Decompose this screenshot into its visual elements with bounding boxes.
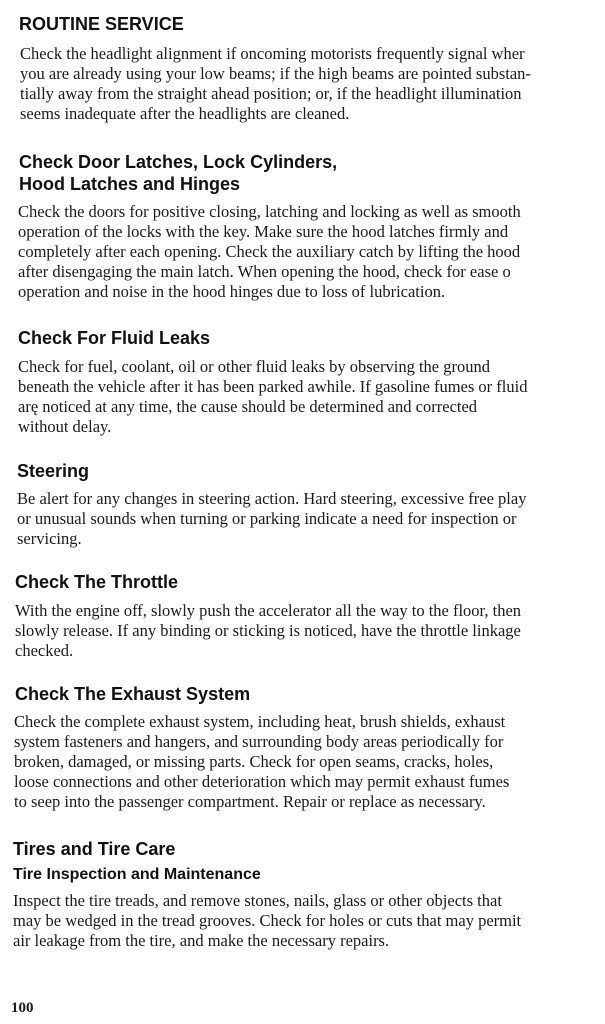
heading-line: Hood Latches and Hinges (19, 174, 241, 194)
text-line: broken, damaged, or missing parts. Check for open seams, cracks, holes, (14, 752, 494, 771)
page-number: 100 (11, 1000, 34, 1016)
text-line: With the engine off, slowly push the accelerator all the way to the floor, then (15, 601, 522, 620)
section-heading-fluid-leaks: Check For Fluid Leaks (18, 328, 211, 348)
section-heading-exhaust-system: Check The Exhaust System (15, 684, 251, 704)
text-line: operation of the locks with the key. Make sure the hood latches firmly and (18, 222, 509, 241)
text-line: operation and noise in the hood hinges due to loss of lubrication. (18, 282, 446, 301)
text-line: without delay. (18, 417, 112, 436)
text-line: Check the doors for positive closing, latching and locking as well as smooth (18, 202, 521, 221)
text-line: beneath the vehicle after it has been parked awhile. If gasoline fumes or fluid (18, 377, 528, 396)
text-line: servicing. (17, 529, 82, 548)
text-line: system fasteners and hangers, and surrounding body areas periodically for (14, 732, 504, 751)
text-line: you are already using your low beams; if the high beams are pointed substan- (20, 64, 531, 83)
text-line: Check the complete exhaust system, including heat, brush shields, exhaust (14, 712, 506, 731)
text-line: may be wedged in the tread grooves. Check for holes or cuts that may permit (13, 911, 522, 930)
text-line: loose connections and other deterioration which may permit exhaust fumes (14, 772, 510, 791)
text-line: slowly release. If any binding or sticking is noticed, have the throttle linkage (15, 621, 521, 640)
text-line: Check the headlight alignment if oncoming motorists frequently signal wher (20, 44, 525, 63)
text-line: completely after each opening. Check the auxiliary catch by lifting the hood (18, 242, 521, 261)
subheading-tire-inspection: Tire Inspection and Maintenance (13, 866, 261, 883)
section-heading-throttle: Check The Throttle (15, 572, 179, 592)
paragraph-fluid-leaks (18, 357, 527, 437)
paragraph-tire-inspection (13, 891, 521, 951)
paragraph-exhaust-system (14, 712, 509, 812)
section-heading-steering: Steering (17, 461, 90, 481)
text-line: Be alert for any changes in steering action. Hard steering, excessive free play (17, 489, 527, 508)
paragraph-throttle (15, 601, 521, 661)
text-line: air leakage from the tire, and make the necessary repairs. (13, 931, 390, 950)
text-line: or unusual sounds when turning or parking indicate a need for inspection or (17, 509, 517, 528)
text-line: Inspect the tire treads, and remove stones, nails, glass or other objects that (13, 891, 502, 910)
text-line: seems inadequate after the headlights are cleaned. (20, 104, 350, 123)
section-heading-door-latches (19, 151, 337, 195)
heading-line: Check Door Latches, Lock Cylinders, (19, 152, 338, 172)
text-line: checked. (15, 641, 74, 660)
text-line: after disengaging the main latch. When opening the hood, check for ease o (18, 262, 511, 281)
paragraph-door-latches (18, 202, 521, 302)
text-line: tially away from the straight ahead position; or, if the headlight illumination (20, 84, 522, 103)
section-heading-routine-service: ROUTINE SERVICE (19, 14, 184, 34)
section-heading-tires: Tires and Tire Care (13, 839, 176, 859)
text-line: Check for fuel, coolant, oil or other fluid leaks by observing the ground (18, 357, 490, 376)
paragraph-steering (17, 489, 526, 549)
paragraph-routine-service (20, 44, 531, 124)
text-line: arę noticed at any time, the cause should be determined and corrected (18, 397, 478, 416)
text-line: to seep into the passenger compartment. Repair or replace as necessary. (14, 792, 486, 811)
